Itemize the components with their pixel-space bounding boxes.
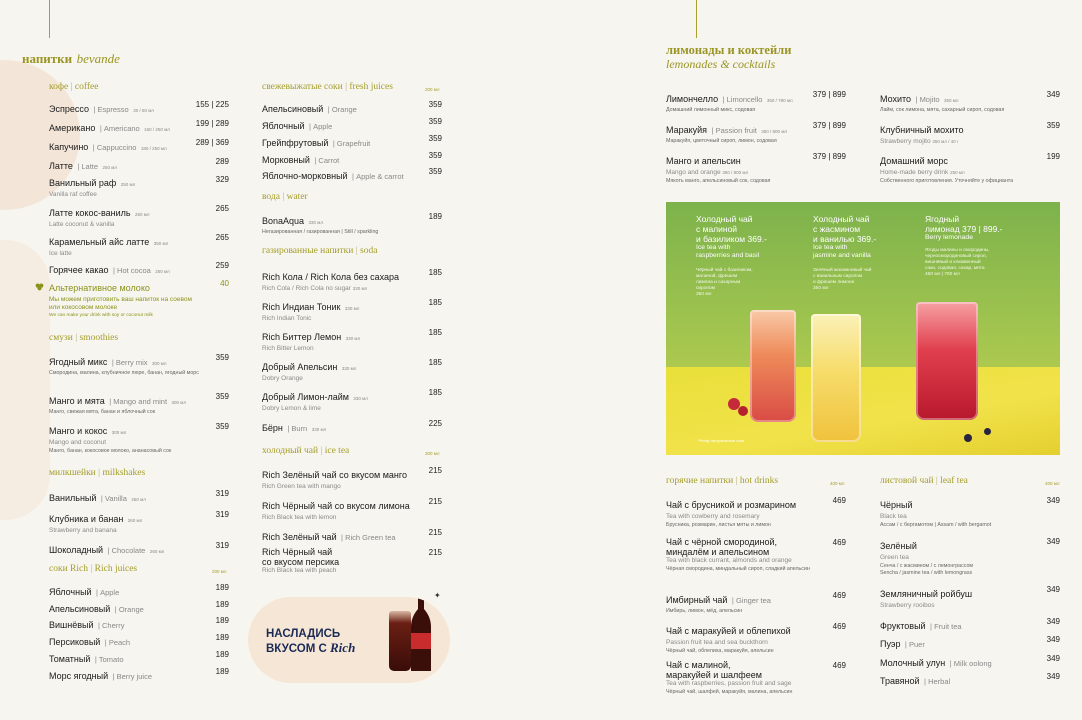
menu-price: 189 xyxy=(215,600,229,609)
menu-price: 359 xyxy=(428,117,442,126)
menu-item: Добрый Лимон-лайм 330 мл Dobry Lemon & lime xyxy=(262,392,368,412)
menu-price: 359 xyxy=(428,151,442,160)
raspberry-image xyxy=(738,406,748,416)
menu-price: 469 xyxy=(832,622,846,631)
menu-price: 265 xyxy=(215,233,229,242)
glass-raspberry-tea xyxy=(750,310,796,422)
menu-item: Чай с малиной, маракуйей и шалфеем Tea with raspberries, passion fruit and sage Чёрный чай, шалфей, маракуйя, малина, апельсин xyxy=(666,660,793,695)
menu-item: Бёрн | Burn 330 мл xyxy=(262,423,327,433)
menu-item: Молочный улун | Milk oolong xyxy=(880,658,992,668)
menu-item: Шоколадный | Chocolate 260 мл xyxy=(49,545,165,555)
menu-price: 185 xyxy=(428,298,442,307)
menu-price: 379 | 899 xyxy=(812,152,846,161)
menu-item: Зелёный Green tea Сенча / с жасмином / с лемонграссом Sencha / jasmine tea / with lemongrass xyxy=(880,541,974,576)
menu-price: 215 xyxy=(428,528,442,537)
menu-price: 319 xyxy=(215,541,229,550)
menu-item: Rich Чёрный чай со вкусом лимона Rich Black tea with lemon xyxy=(262,501,410,521)
menu-price: 185 xyxy=(428,268,442,277)
menu-price: 199 | 289 xyxy=(195,119,229,128)
menu-item: Добрый Апельсин 330 мл Dobry Orange xyxy=(262,362,357,382)
section-coffee: кофе | coffee xyxy=(49,82,99,92)
photo-note: *Фонд натуральные соки xyxy=(698,438,745,443)
page-title-ru: лимонады и коктейли xyxy=(666,43,792,57)
menu-item: Чёрный Black tea Ассам / с бергамотом | Assam / with bergamot xyxy=(880,500,992,528)
section-hot-drinks: горячие напитки | hot drinks xyxy=(666,476,779,486)
menu-item: Морковный | Carrot xyxy=(262,155,340,165)
menu-price: 319 xyxy=(215,489,229,498)
top-line xyxy=(696,0,697,38)
page-title-it: bevande xyxy=(76,51,120,66)
menu-item: Апельсиновый | Orange xyxy=(49,604,144,614)
section-leaf-tea: листовой чай | leaf tea xyxy=(880,476,968,486)
menu-item: Манго и апельсин Mango and orange 350 / 800 мл Мякоть манго, апельсиновый сок, содовая xyxy=(666,156,771,184)
section-rich-juices: соки Rich | Rich juices xyxy=(49,564,138,574)
menu-item: Манго и кокос 300 мл Mango and coconut Манго, банан, кокосовое молоко, ананасовый сок xyxy=(49,426,172,454)
menu-item: Латте | Latte 250 мл xyxy=(49,161,117,171)
menu-price: 265 xyxy=(215,204,229,213)
menu-price: 215 xyxy=(428,548,442,557)
promo-banner xyxy=(248,597,450,683)
menu-item: Мохито | Mojito 350 мл Лайм, сок лимона, мята, сахарный сироп, содовая xyxy=(880,94,1005,113)
page-title-ru: напитки xyxy=(22,51,73,66)
menu-price: 40 xyxy=(220,279,229,288)
menu-item: Травяной | Herbal xyxy=(880,676,951,686)
currant-image xyxy=(964,434,972,442)
menu-item: Грейпфрутовый | Grapefruit xyxy=(262,138,371,148)
menu-price: 215 xyxy=(428,497,442,506)
menu-price: 185 xyxy=(428,328,442,337)
menu-item: Горячее какао | Hot cocoa 250 мл xyxy=(49,265,170,275)
menu-item: Маракуйя | Passion fruit 350 / 800 мл Маракуйя, цветочный сироп, лимон, содовая xyxy=(666,125,788,144)
menu-price: 349 xyxy=(1046,617,1060,626)
menu-price: 359 xyxy=(428,167,442,176)
alt-milk-item: Альтернативное молоко Мы можем приготовить ваш напиток на соевом или кокосовом молоке We can make your drink with soy or coconut milk xyxy=(49,283,192,318)
menu-item: Персиковый | Peach xyxy=(49,637,131,647)
menu-price: 349 xyxy=(1046,585,1060,594)
section-fresh-juices: свежевыжатые соки | fresh juices xyxy=(262,82,393,92)
menu-price: 349 xyxy=(1046,654,1060,663)
menu-price: 379 | 899 xyxy=(812,90,846,99)
photo-desc: Ягоды малины и смородины, черносмородиновый сироп, вишнёвый и клюквенный соки, содовая, сахар, мята 450 мл | 780 мл xyxy=(925,248,990,277)
menu-item: Rich Кола / Rich Кола без сахара Rich Cola / Rich Cola no sugar 330 мл xyxy=(262,272,400,292)
menu-price: 155 | 225 xyxy=(195,100,229,109)
menu-item: Манго и мята | Mango and mint 300 мл Манго, свежая мята, банан и яблочный сок xyxy=(49,396,187,415)
menu-price: 199 xyxy=(1046,152,1060,161)
menu-item: Капучино | Cappuccino 180 / 250 мл xyxy=(49,142,167,152)
section-milkshakes: милкшейки | milkshakes xyxy=(49,468,146,478)
menu-price: 349 xyxy=(1046,537,1060,546)
menu-price: 289 xyxy=(215,157,229,166)
menu-price: 469 xyxy=(832,538,846,547)
page-title xyxy=(666,43,791,72)
menu-price: 359 xyxy=(215,422,229,431)
glass-image xyxy=(389,611,411,671)
menu-item: Имбирный чай | Ginger tea Имбирь, лимон, мёд, апельсин xyxy=(666,595,771,614)
menu-price: 359 xyxy=(215,353,229,362)
menu-item: Апельсиновый | Orange xyxy=(262,104,357,114)
menu-item: Rich Зелёный чай со вкусом манго Rich Green tea with mango xyxy=(262,470,407,490)
drinks-photo xyxy=(666,202,1060,455)
menu-price: 189 xyxy=(215,616,229,625)
photo-caption: Ягодный лимонад 379 | 899.- Berry lemonade xyxy=(925,214,1003,241)
menu-price: 189 xyxy=(215,583,229,592)
leaf-icon xyxy=(35,278,44,287)
menu-price: 379 | 899 xyxy=(812,121,846,130)
menu-price: 215 xyxy=(428,466,442,475)
menu-item: Ванильный | Vanilla 260 мл xyxy=(49,493,146,503)
section-ice-tea: холодный чай | ice tea xyxy=(262,446,350,456)
menu-item: Домашний морс Home-made berry drink 250 мл Собственного приготовления. Уточняйте у официанта xyxy=(880,156,1014,184)
menu-price: 359 xyxy=(428,100,442,109)
glass-berry-lemonade xyxy=(916,302,978,420)
menu-item: Клубничный мохито Strawberry mojito 350 мл / 40 г xyxy=(880,125,964,145)
menu-item: Rich Чёрный чай со вкусом персика Rich Black tea with peach xyxy=(262,547,340,574)
menu-price: 289 | 369 xyxy=(195,138,229,147)
menu-item: Фруктовый | Fruit tea xyxy=(880,621,962,631)
menu-item: Морс ягодный | Berry juice xyxy=(49,671,153,681)
menu-price: 189 xyxy=(428,212,442,221)
menu-price: 185 xyxy=(428,388,442,397)
menu-item: Эспрессо | Espresso 30 / 60 мл xyxy=(49,104,154,114)
menu-item: Земляничный ройбуш Strawberry rooibos xyxy=(880,589,973,609)
section-smoothies: смузи | smoothies xyxy=(49,333,119,343)
section-volume: 300 мл xyxy=(425,451,440,456)
menu-item: Вишнёвый | Cherry xyxy=(49,620,125,630)
menu-price: 189 xyxy=(215,667,229,676)
menu-price: 359 xyxy=(1046,121,1060,130)
menu-item: Американо | Americano 160 / 250 мл xyxy=(49,123,170,133)
menu-item: Чай с маракуйей и облепихой Passion fruit tea and sea buckthorn Чёрный чай, облепиха, маракуйя, апельсин xyxy=(666,626,791,654)
menu-item: Rich Биттер Лемон 330 мл Rich Bitter Lemon xyxy=(262,332,361,352)
menu-item: Латте кокос-ваниль 250 мл Latte coconut & vanilla xyxy=(49,208,150,228)
menu-item: Ванильный раф 250 мл Vanilla raf coffee xyxy=(49,178,136,198)
sparkle-icon: ✦ xyxy=(434,591,441,600)
menu-price: 349 xyxy=(1046,672,1060,681)
menu-item: Чай с брусникой и розмарином Tea with cowberry and rosemary Брусника, розмарин, листья мяты и лимон xyxy=(666,500,797,528)
menu-price: 469 xyxy=(832,496,846,505)
menu-price: 349 xyxy=(1046,635,1060,644)
menu-item: Яблочный | Apple xyxy=(49,587,120,597)
photo-desc: Зелёный жасминовый чай с ванильным сиропом и фрешем лимона 350 мл xyxy=(813,268,872,291)
menu-price: 349 xyxy=(1046,496,1060,505)
menu-item: Ягодный микс | Berry mix 300 мл Смородина, малина, клубничное пюре, банан, ягодный морс xyxy=(49,357,199,376)
promo-text: НАСЛАДИСЬ ВКУСОМ С Rich xyxy=(266,628,356,655)
section-volume: 400 мл xyxy=(830,481,845,486)
menu-item: Лимончелло | Limoncello 350 / 780 мл Домашний лимонный микс, содовая xyxy=(666,94,793,113)
top-line xyxy=(49,0,50,38)
menu-price: 359 xyxy=(215,392,229,401)
menu-price: 189 xyxy=(215,650,229,659)
menu-item: Клубника и банан 260 мл Strawberry and banana xyxy=(49,514,143,534)
menu-price: 185 xyxy=(428,358,442,367)
currant-image xyxy=(984,428,991,435)
page-title-it: lemonades & cocktails xyxy=(666,57,776,71)
photo-caption: Холодный чай с малиной и базиликом 369.- Ice tea with raspberries and basil xyxy=(696,214,767,259)
menu-price: 349 xyxy=(1046,90,1060,99)
menu-item: Rich Индиан Тоник 330 мл Rich Indian Tonic xyxy=(262,302,360,322)
menu-price: 259 xyxy=(215,261,229,270)
section-volume: 200 мл xyxy=(425,87,440,92)
menu-price: 189 xyxy=(215,633,229,642)
menu-price: 329 xyxy=(215,175,229,184)
photo-caption: Холодный чай с жасмином и ванилью 369.- Ice tea with jasmine and vanilla xyxy=(813,214,877,259)
page-title xyxy=(22,50,120,68)
menu-item: Томатный | Tomato xyxy=(49,654,124,664)
bottle-image xyxy=(411,597,431,673)
menu-item: Яблочный | Apple xyxy=(262,121,333,131)
section-volume: 400 мл xyxy=(1045,481,1060,486)
section-soda: газированные напитки | soda xyxy=(262,246,378,256)
menu-price: 469 xyxy=(832,661,846,670)
menu-item: Пуэр | Puer xyxy=(880,639,925,649)
menu-item: Карамельный айс латте 350 мл Ice latte xyxy=(49,237,169,257)
menu-price: 319 xyxy=(215,510,229,519)
menu-item: Яблочно-морковный | Apple & carrot xyxy=(262,171,404,181)
section-water: вода | water xyxy=(262,192,308,202)
menu-item: Чай с чёрной смородиной, миндалём и апельсином Tea with black currant, almonds and orange Чёрная смородина, миндальный сироп, сладкий апельсин xyxy=(666,537,810,572)
photo-desc: Чёрный чай с базиликом, малиной, фрешем лимона и сахарным сиропом 350 мл xyxy=(696,268,753,297)
menu-item: Rich Зелёный чай | Rich Green tea xyxy=(262,532,396,542)
menu-item: BonaAqua 330 мл Негазированная / газированная | Still / sparkling xyxy=(262,216,379,235)
menu-price: 225 xyxy=(428,419,442,428)
section-volume: 200 мл xyxy=(212,569,227,574)
menu-price: 359 xyxy=(428,134,442,143)
menu-price: 469 xyxy=(832,591,846,600)
glass-jasmine-tea xyxy=(811,314,861,442)
